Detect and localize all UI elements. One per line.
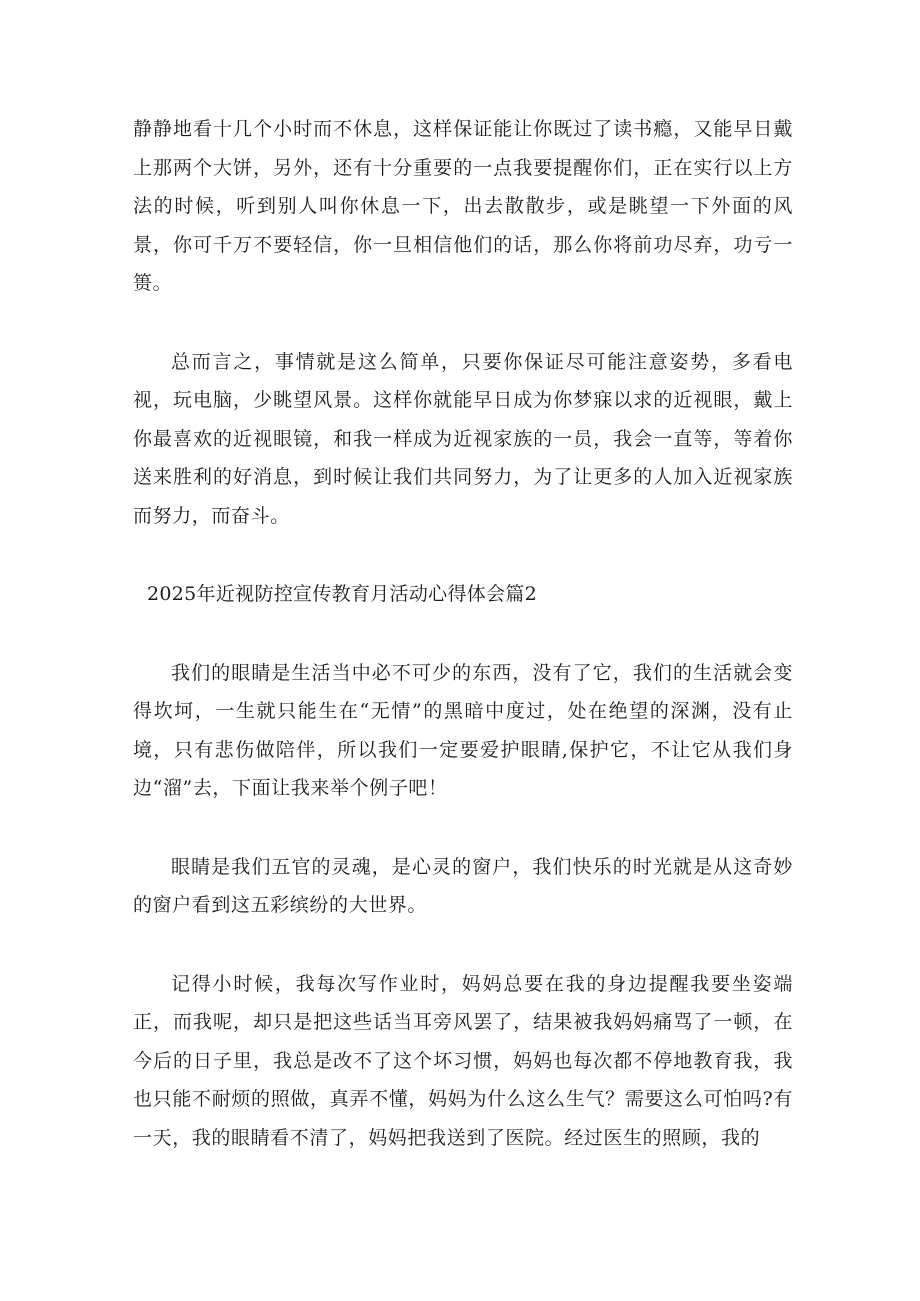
document-body — [133, 110, 793, 1197]
paragraph-summary: 总而言之，事情就是这么简单，只要你保证尽可能注意姿势，多看电视，玩电脑，少眺望风景。这样你就能早日成为你梦寐以求的近视眼，戴上你最喜欢的近视眼镜，和我一样成为近视家族的一员，我会一直等，等着你送来胜利的好消息，到时候让我们共同努力，为了让更多的人加入近视家族而努力，而奋斗。 — [133, 350, 793, 527]
paragraph-eyes-window: 眼睛是我们五官的灵魂，是心灵的窗户，我们快乐的时光就是从这奇妙的窗户看到这五彩缤纷的大世界。 — [133, 855, 793, 916]
paragraph-childhood-story: 记得小时候，我每次写作业时，妈妈总要在我的身边提醒我要坐姿端正，而我呢，却只是把这些话当耳旁风罢了，结果被我妈妈痛骂了一顿，在今后的日子里，我总是改不了这个坏习惯，妈妈也每次都不停地教育我，我也只能不耐烦的照做，真弄不懂，妈妈为什么这么生气？需要这么可怕吗?有一天，我的眼睛看不清了，妈妈把我送到了医院。经过医生的照顾，我的 — [133, 972, 793, 1149]
section-heading: 2025年近视防控宣传教育月活动心得体会篇2 — [147, 583, 538, 605]
paragraph-continuation: 静静地看十几个小时而不休息，这样保证能让你既过了读书瘾，又能早日戴上那两个大饼，另外，还有十分重要的一点我要提醒你们，正在实行以上方法的时候，听到别人叫你休息一下，出去散散步，或是眺望一下外面的风景，你可千万不要轻信，你一旦相信他们的话，那么你将前功尽弃，功亏一篑。 — [133, 118, 793, 294]
paragraph-eyes-importance: 我们的眼睛是生活当中必不可少的东西，没有了它，我们的生活就会变得坎坷，一生就只能生在“无情”的黑暗中度过，处在绝望的深渊，没有止境，只有悲伤做陪伴，所以我们一定要爱护眼睛,保护它，不让它从我们身边“溜”去，下面让我来举个例子吧！ — [133, 661, 793, 799]
